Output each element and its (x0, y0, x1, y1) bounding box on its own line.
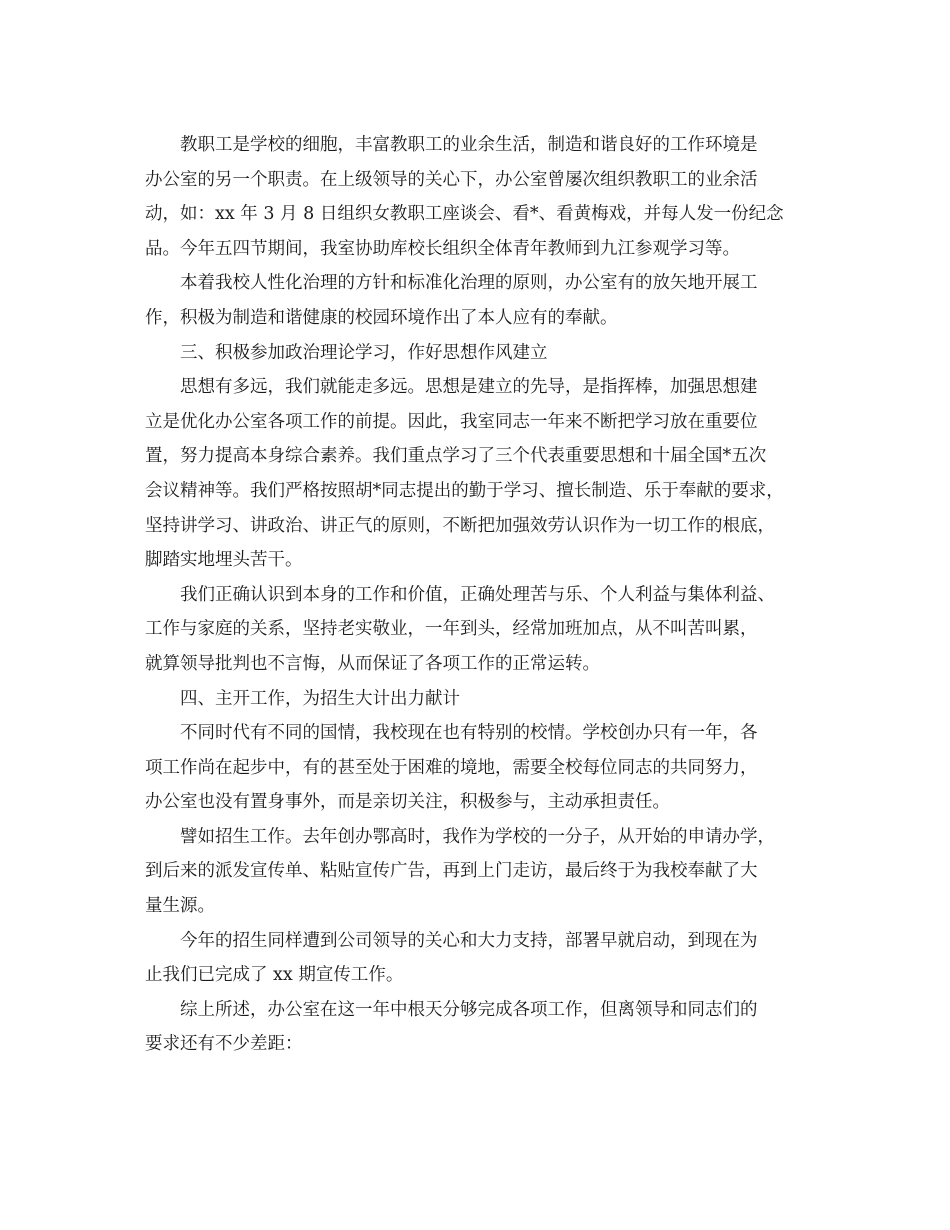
text-line: 量生源。 (145, 896, 215, 917)
text-line: 思想有多远，我们就能走多远。思想是建立的先导，是指挥棒，加强思想建 (180, 377, 758, 398)
text-line: 三、积极参加政治理论学习，作好思想作风建立 (180, 342, 548, 363)
text-line: 不同时代有不同的国情，我校现在也有特别的校情。学校创办只有一年，各 (180, 723, 758, 744)
text-line: 综上所述，办公室在这一年中根天分够完成各项工作，但离领导和同志们的 (180, 999, 758, 1020)
text-line: 办公室的另一个职责。在上级领导的关心下，办公室曾屡次组织教职工的业余活 (145, 169, 758, 190)
text-line: 到后来的派发宣传单、粘贴宣传广告，再到上门走访，最后终于为我校奉献了大 (145, 861, 758, 882)
text-line: 我们正确认识到本身的工作和价值，正确处理苦与乐、个人利益与集体利益、 (180, 584, 775, 605)
text-line: 四、主开工作，为招生大计出力献计 (180, 688, 460, 709)
text-line: 置，努力提高本身综合素养。我们重点学习了三个代表重要思想和十届全国*五次 (145, 446, 767, 467)
text-line: 脚踏实地埋头苦干。 (145, 550, 303, 571)
text-line: 要求还有不少差距： (145, 1034, 303, 1055)
text-line: 会议精神等。我们严格按照胡*同志提出的勤于学习、擅长制造、乐于奉献的要求， (145, 480, 784, 501)
text-line: 项工作尚在起步中，有的甚至处于困难的境地，需要全校每位同志的共同努力， (145, 757, 758, 778)
text-line: 立是优化办公室各项工作的前提。因此，我室同志一年来不断把学习放在重要位 (145, 411, 758, 432)
text-line: 坚持讲学习、讲政治、讲正气的原则，不断把加强效劳认识作为一切工作的根底， (145, 515, 775, 536)
text-line: 今年的招生同样遭到公司领导的关心和大力支持，部署早就启动，到现在为 (180, 930, 758, 951)
text-line: 止我们已完成了 xx 期宣传工作。 (145, 965, 404, 986)
text-line: 动，如：xx 年 3 月 8 日组织女教职工座谈会、看*、看黄梅戏，并每人发一份纪念 (145, 204, 784, 225)
text-line: 工作与家庭的关系，坚持老实敬业，一年到头，经常加班加点，从不叫苦叫累， (145, 619, 758, 640)
text-line: 作，积极为制造和谐健康的校园环境作出了本人应有的奉献。 (145, 307, 618, 328)
text-line: 教职工是学校的细胞，丰富教职工的业余生活，制造和谐良好的工作环境是 (180, 135, 758, 155)
text-line: 譬如招生工作。去年创办鄂高时，我作为学校的一分子，从开始的申请办学， (180, 826, 775, 847)
document-body (145, 128, 825, 1062)
text-line: 办公室也没有置身事外，而是亲切关注，积极参与，主动承担责任。 (145, 792, 670, 813)
text-line: 本着我校人性化治理的方针和标准化治理的原则，办公室有的放矢地开展工 (180, 273, 758, 294)
text-line: 品。今年五四节期间，我室协助库校长组织全体青年教师到九江参观学习等。 (145, 238, 740, 259)
text-line: 就算领导批判也不言悔，从而保证了各项工作的正常运转。 (145, 653, 600, 674)
